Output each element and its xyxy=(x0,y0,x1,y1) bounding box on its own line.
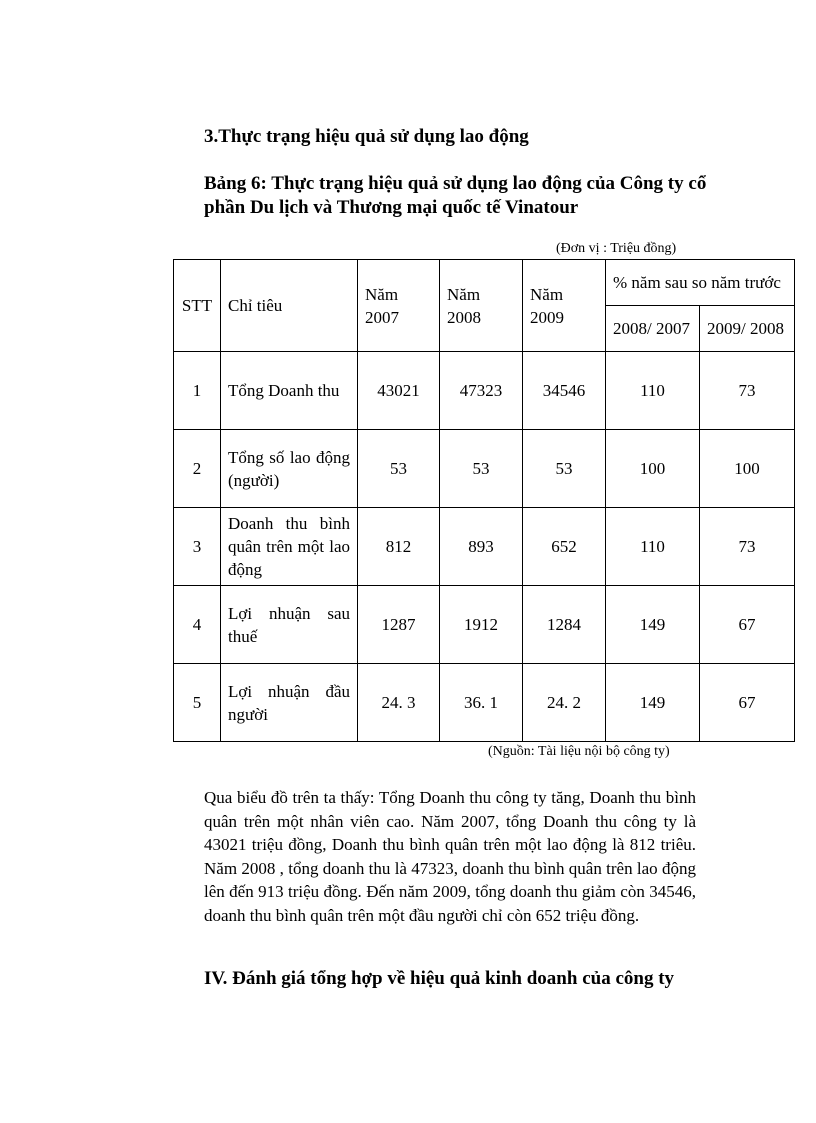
cell-ratio-2: 100 xyxy=(700,430,795,508)
cell-2007: 24. 3 xyxy=(358,664,440,742)
source-note: (Nguồn: Tài liệu nội bộ công ty) xyxy=(488,744,670,759)
cell-2007: 812 xyxy=(358,508,440,586)
table-caption: Bảng 6: Thực trạng hiệu quả sử dụng lao động của Công ty cổ phần Du lịch và Thương mại quốc tế Vinatour xyxy=(204,173,707,218)
cell-ratio-1: 100 xyxy=(606,430,700,508)
header-indicator: Chỉ tiêu xyxy=(221,260,358,352)
cell-ratio-2: 67 xyxy=(700,586,795,664)
header-ratio-2008-2007: 2008/ 2007 xyxy=(606,306,700,352)
table-header-row xyxy=(174,260,795,306)
cell-ratio-2: 73 xyxy=(700,508,795,586)
table-row xyxy=(174,352,795,430)
cell-indicator: Tổng số lao động (người) xyxy=(221,430,358,508)
cell-ratio-1: 149 xyxy=(606,586,700,664)
cell-ratio-1: 149 xyxy=(606,664,700,742)
section-heading: 3.Thực trạng hiệu quả sử dụng lao động xyxy=(204,126,529,147)
cell-2007: 1287 xyxy=(358,586,440,664)
cell-2009: 34546 xyxy=(523,352,606,430)
cell-2008: 53 xyxy=(440,430,523,508)
cell-indicator: Tổng Doanh thu xyxy=(221,352,358,430)
table-row xyxy=(174,586,795,664)
section-heading-iv: IV. Đánh giá tổng hợp về hiệu quả kinh doanh của công ty xyxy=(204,968,675,989)
header-year-2007: Năm 2007 xyxy=(358,260,440,352)
cell-2008: 47323 xyxy=(440,352,523,430)
header-stt: STT xyxy=(174,260,221,352)
cell-ratio-2: 67 xyxy=(700,664,795,742)
analysis-paragraph: Qua biểu đồ trên ta thấy: Tổng Doanh thu công ty tăng, Doanh thu bình quân trên một nhân viên cao. Năm 2007, tổng Doanh thu công ty là 43021 triệu đồng, Doanh thu bình quân trên một lao động là 812 triêu. Năm 2008 , tổng doanh thu là 47323, doanh thu bình quân trên lao động lên đến 913 triệu đồng. Đến năm 2009, tổng doanh thu giảm còn 34546, doanh thu bình quân trên một đầu người chỉ còn 652 triệu đồng. xyxy=(204,788,696,925)
table-row xyxy=(174,508,795,586)
header-year-2008: Năm 2008 xyxy=(440,260,523,352)
cell-2009: 652 xyxy=(523,508,606,586)
cell-ratio-1: 110 xyxy=(606,352,700,430)
header-percent-group: % năm sau so năm trước xyxy=(606,260,795,306)
unit-note: (Đơn vị : Triệu đồng) xyxy=(556,241,677,256)
cell-2008: 893 xyxy=(440,508,523,586)
cell-2009: 53 xyxy=(523,430,606,508)
cell-2008: 36. 1 xyxy=(440,664,523,742)
cell-2009: 24. 2 xyxy=(523,664,606,742)
cell-ratio-1: 110 xyxy=(606,508,700,586)
cell-stt: 4 xyxy=(174,586,221,664)
cell-2008: 1912 xyxy=(440,586,523,664)
cell-indicator: Doanh thu bình quân trên một lao động xyxy=(221,508,358,586)
cell-stt: 3 xyxy=(174,508,221,586)
cell-stt: 1 xyxy=(174,352,221,430)
header-year-2009: Năm 2009 xyxy=(523,260,606,352)
labor-efficiency-table xyxy=(173,259,795,742)
cell-2007: 53 xyxy=(358,430,440,508)
cell-2007: 43021 xyxy=(358,352,440,430)
header-ratio-2009-2008: 2009/ 2008 xyxy=(700,306,795,352)
cell-indicator: Lợi nhuận đầu người xyxy=(221,664,358,742)
cell-indicator: Lợi nhuận sau thuế xyxy=(221,586,358,664)
table-row xyxy=(174,430,795,508)
cell-2009: 1284 xyxy=(523,586,606,664)
cell-stt: 5 xyxy=(174,664,221,742)
table-row xyxy=(174,664,795,742)
cell-stt: 2 xyxy=(174,430,221,508)
cell-ratio-2: 73 xyxy=(700,352,795,430)
